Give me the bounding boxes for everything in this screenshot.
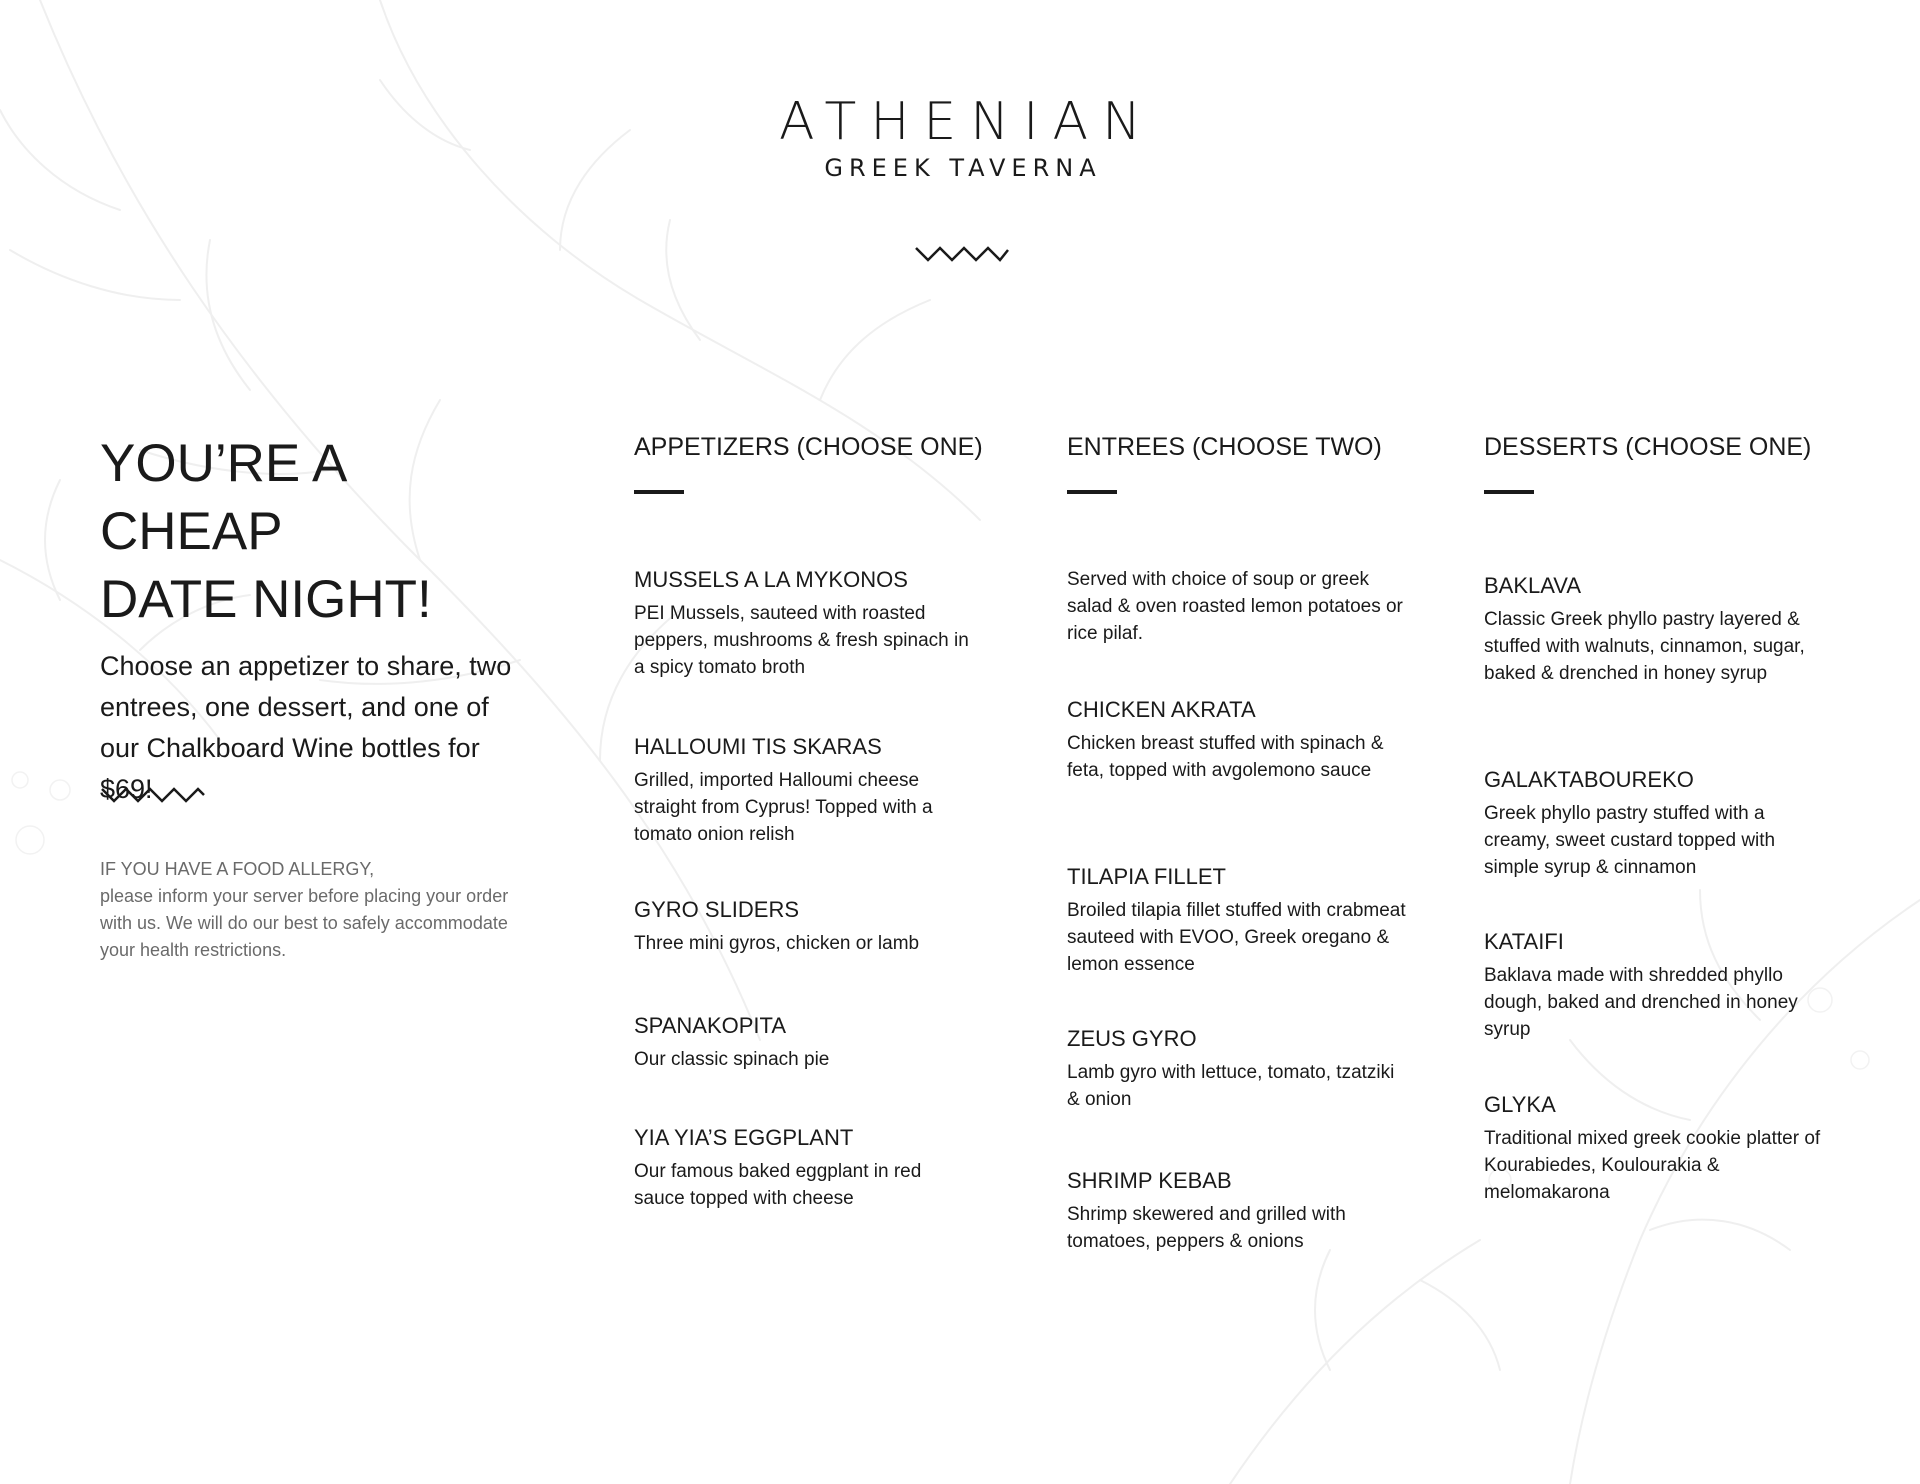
- menu-item-name: ZEUS GYRO: [1067, 1026, 1197, 1051]
- entrees-side-note: Served with choice of soup or greek salad & oven roasted lemon potatoes or rice pilaf.: [1067, 569, 1403, 644]
- menu-item: [1067, 1025, 1407, 1113]
- menu-item-name: KATAIFI: [1484, 929, 1564, 954]
- menu-item-description: Our classic spinach pie: [634, 1049, 830, 1070]
- entrees-note: [1067, 566, 1407, 647]
- allergy-heading: IF YOU HAVE A FOOD ALLERGY,: [100, 859, 375, 879]
- promo-description: Choose an appetizer to share, two entrees, one dessert, and one of our Chalkboard Wine bottles for $69!: [100, 651, 512, 804]
- menu-item: [1484, 1091, 1824, 1206]
- promo-title-line-1: YOU’RE A CHEAP: [100, 434, 345, 561]
- allergy-text: please inform your server before placing your order with us. We will do our best to safely accommodate your health restrictions.: [100, 886, 509, 960]
- menu-item: [1067, 863, 1407, 978]
- allergy-notice: [100, 856, 520, 964]
- entrees-column: [1067, 430, 1407, 1252]
- menu-item: [634, 566, 974, 681]
- heading-dash: [1067, 490, 1117, 494]
- menu-item-name: GALAKTABOUREKO: [1484, 767, 1694, 792]
- menu-item-description: Our famous baked eggplant in red sauce topped with cheese: [634, 1161, 922, 1209]
- appetizers-column: [634, 430, 983, 1209]
- menu-item: [1484, 928, 1824, 1043]
- heading-dash: [634, 490, 684, 494]
- menu-item: [1067, 696, 1407, 784]
- appetizers-heading: APPETIZERS (CHOOSE ONE): [634, 433, 983, 461]
- menu-item-description: Grilled, imported Halloumi cheese straight from Cyprus! Topped with a tomato onion relish: [634, 770, 933, 845]
- restaurant-subtitle: GREEK TAVERNA: [824, 154, 1102, 182]
- zigzag-divider-icon: [914, 244, 1010, 264]
- menu-item-name: GLYKA: [1484, 1092, 1556, 1117]
- menu-item-name: TILAPIA FILLET: [1067, 864, 1226, 889]
- menu-item: [634, 1012, 974, 1073]
- menu-item-description: Chicken breast stuffed with spinach & feta, topped with avgolemono sauce: [1067, 733, 1384, 781]
- menu-item: [1484, 572, 1824, 687]
- menu-item-name: SPANAKOPITA: [634, 1013, 787, 1038]
- menu-item-name: SHRIMP KEBAB: [1067, 1168, 1232, 1193]
- menu-item-description: Baklava made with shredded phyllo dough, baked and drenched in honey syrup: [1484, 965, 1798, 1040]
- zigzag-divider-icon: [100, 785, 206, 805]
- menu-item-name: CHICKEN AKRATA: [1067, 697, 1256, 722]
- desserts-heading: DESSERTS (CHOOSE ONE): [1484, 433, 1812, 461]
- desserts-column: [1484, 430, 1824, 1203]
- menu-item-description: Three mini gyros, chicken or lamb: [634, 933, 920, 954]
- promo-title-line-2: DATE NIGHT!: [100, 570, 432, 629]
- intro-section: [100, 430, 530, 810]
- menu-item: [634, 896, 974, 957]
- entrees-heading: ENTREES (CHOOSE TWO): [1067, 433, 1382, 461]
- menu-item: [1067, 1167, 1407, 1255]
- menu-item: [1484, 766, 1824, 881]
- restaurant-header: [0, 92, 1920, 182]
- menu-item-description: Traditional mixed greek cookie platter of Kourabiedes, Koulourakia & melomakarona: [1484, 1128, 1821, 1203]
- menu-item: [634, 1124, 974, 1212]
- restaurant-name: ATHENIAN: [779, 92, 1155, 152]
- menu-item-name: MUSSELS A LA MYKONOS: [634, 567, 908, 592]
- menu-item-description: Greek phyllo pastry stuffed with a creamy, sweet custard topped with simple syrup & cinnamon: [1484, 803, 1776, 878]
- menu-item-description: Shrimp skewered and grilled with tomatoes, peppers & onions: [1067, 1204, 1346, 1252]
- menu-item-description: PEI Mussels, sauteed with roasted peppers, mushrooms & fresh spinach in a spicy tomato broth: [634, 603, 969, 678]
- menu-item-name: HALLOUMI TIS SKARAS: [634, 734, 882, 759]
- menu-item-name: BAKLAVA: [1484, 573, 1582, 598]
- promo-title: [100, 430, 530, 634]
- menu-item-name: YIA YIA’S EGGPLANT: [634, 1125, 854, 1150]
- menu-item: [634, 733, 974, 848]
- menu-item-description: Broiled tilapia fillet stuffed with crabmeat sauteed with EVOO, Greek oregano & lemon essence: [1067, 900, 1406, 975]
- menu-item-name: GYRO SLIDERS: [634, 897, 800, 922]
- menu-item-description: Lamb gyro with lettuce, tomato, tzatziki & onion: [1067, 1062, 1395, 1110]
- heading-dash: [1484, 490, 1534, 494]
- menu-item-description: Classic Greek phyllo pastry layered & stuffed with walnuts, cinnamon, sugar, baked & drenched in honey syrup: [1484, 609, 1805, 684]
